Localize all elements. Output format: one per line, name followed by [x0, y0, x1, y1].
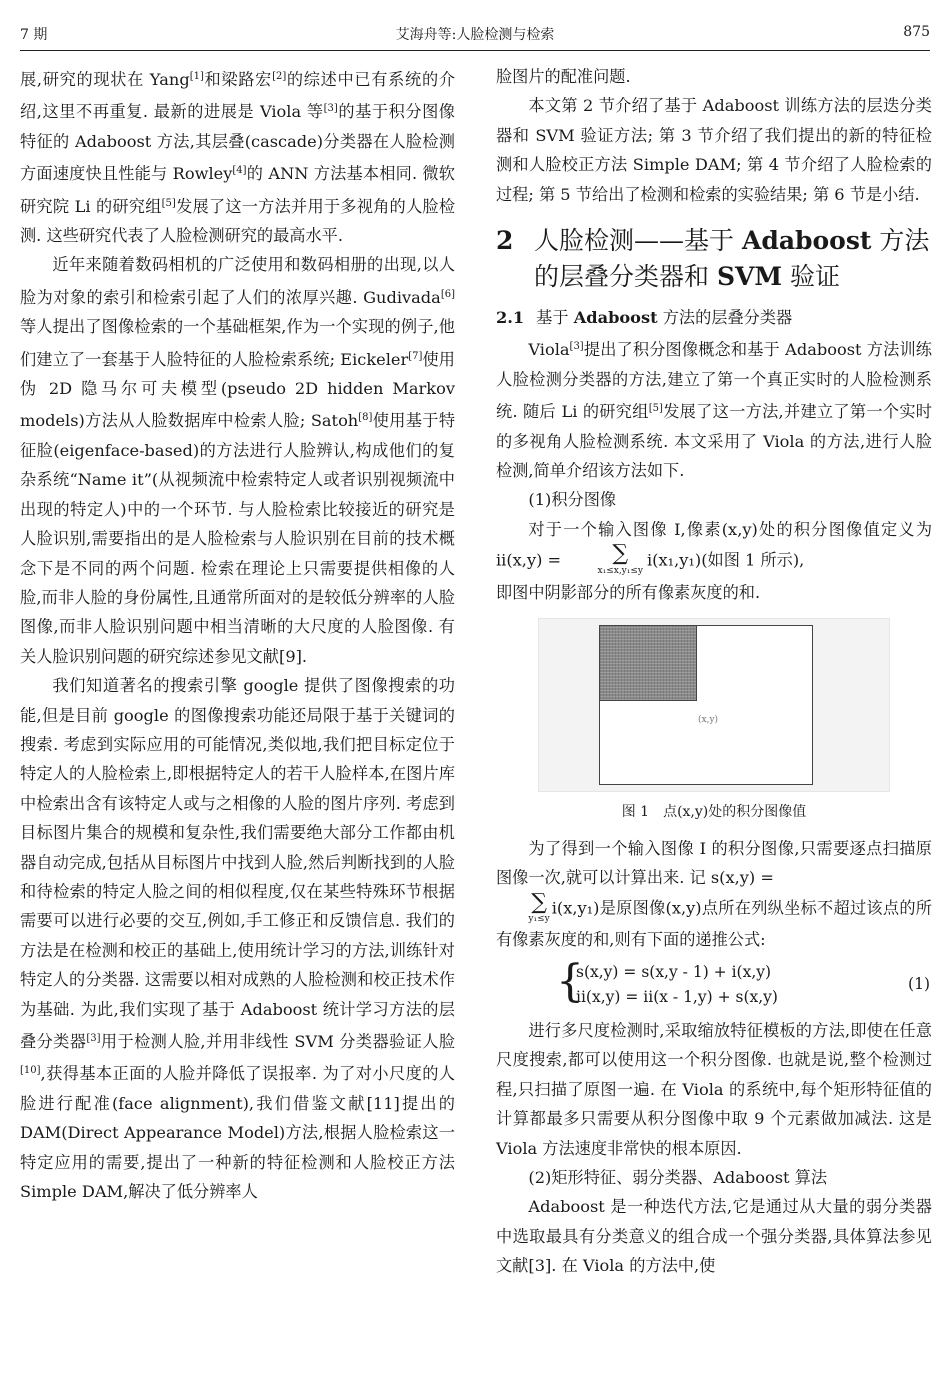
subsection-number: 2.1 — [496, 308, 525, 328]
citation: [7] — [408, 350, 423, 362]
shaded-region — [600, 626, 697, 701]
header-rule — [20, 50, 930, 51]
citation: [10] — [20, 1065, 41, 1077]
paragraph: 脸图片的配准问题. — [496, 67, 631, 86]
section-heading: 2 人脸检测——基于 Adaboost 方法的层叠分类器和 SVM 验证 — [496, 223, 932, 295]
equation-number: (1) — [908, 974, 930, 993]
list-item-heading: (1)积分图像 — [528, 490, 617, 510]
paragraph: 展,研究的现状在 Yang[1]和梁路宏[2]的综述中已有系统的介绍,这里不再重复. 最新的进展是 Viola 等[3]的基于积分图像特征的 Adaboost 方法,其层叠(cascade)分类器在人脸检测方面速度快且性能与 Rowley[4]的 ANN 方法基本相同. 微软研究院 Li 的研究组[5]发展了这一方法并用于多视角的人脸检测. 这些研究代表了人脸检测研究的最高水平. — [20, 70, 456, 246]
paragraph: 进行多尺度检测时,采取缩放特征模板的方法,即使在任意尺度搜索,都可以使用这一个积分图像. 也就是说,整个检测过程,只扫描了原图一遍. 在 Viola 的系统中,每个矩形特征值的计算都最多只需要从积分图像中取 9 个元素做加减法. 这是 Viola 方法速度非常快的根本原因. — [496, 1020, 932, 1158]
subsection-heading: 2.1 基于 Adaboost 方法的层叠分类器 — [496, 308, 793, 328]
paragraph: 为了得到一个输入图像 I 的积分图像,只需要逐点扫描原图像一次,就可以计算出来. 记 s(x,y) = ∑ y₁≤y i(x,y₁)是原图像(x,y)点所在列纵坐标不超过该点的所有像素灰度的和,则有下面的递推公式: — [496, 838, 932, 949]
citation: [3] — [86, 1033, 101, 1044]
integral-image-figure — [538, 618, 890, 792]
paragraph: Adaboost 是一种迭代方法,它是通过从大量的弱分类器中选取最具有分类意义的组合成一个强分类器,具体算法参见文献[3]. 在 Viola 的方法中,使 — [496, 1197, 932, 1276]
issue-number: 7 期 — [20, 27, 48, 43]
page-header — [20, 20, 930, 44]
equation-1 — [496, 955, 932, 1014]
left-column — [20, 62, 455, 1206]
citation: [2] — [272, 71, 287, 82]
citation: [3] — [323, 103, 338, 115]
citation: [5] — [161, 197, 176, 209]
list-item-heading: (2)矩形特征、弱分类器、Adaboost 算法 — [528, 1167, 828, 1187]
right-column — [496, 62, 932, 1281]
citation: [1] — [189, 71, 204, 82]
page-number: 875 — [903, 24, 930, 40]
summation-symbol: ∑ y₁≤y — [528, 889, 550, 924]
paragraph: 即图中阴影部分的所有像素灰度的和. — [496, 583, 761, 603]
equation-line: s(x,y) = s(x,y - 1) + i(x,y) — [576, 962, 772, 981]
paragraph: Viola[3]提出了积分图像概念和基于 Adaboost 方法训练人脸检测分类器的方法,建立了第一个真正实时的人脸检测系统. 随后 Li 的研究组[5]发展了这一方法,并建立了第一个实时的多视角人脸检测系统. 本文采用了 Viola 的方法,进行人脸检测,简单介绍该方法如下. — [496, 340, 932, 481]
equation-line: ii(x,y) = ii(x - 1,y) + s(x,y) — [576, 987, 778, 1006]
citation: [6] — [440, 288, 455, 300]
paragraph: 本文第 2 节介绍了基于 Adaboost 训练方法的层迭分类器和 SVM 验证方法; 第 3 节介绍了我们提出的新的特征检测和人脸校正方法 Simple DAM; 第 4 节介绍了人脸检索的过程; 第 5 节给出了检测和检索的实验结果; 第 6 节是小结. — [496, 96, 932, 204]
paragraph: 对于一个输入图像 I,像素(x,y)处的积分图像值定义为 ii(x,y) = ∑ x₁≤x,y₁≤y i(x₁,y₁)(如图 1 所示), — [496, 519, 932, 577]
figure-caption: 图 1 点(x,y)处的积分图像值 — [621, 803, 807, 820]
running-title: 艾海舟等:人脸检测与检索 — [395, 27, 555, 43]
citation: [4] — [232, 165, 247, 177]
citation: [5] — [648, 403, 663, 415]
paragraph: 我们知道著名的搜索引擎 google 提供了图像搜索的功能,但是目前 google 的图像搜索功能还局限于基于关键词的搜索. 考虑到实际应用的可能情况,类似地,我们把目标定位于特定人的人脸检索上,即根据特定人的若干人脸样本,在图片库中检索出含有该特定人或与之相像的人脸的图片序列. 考虑到目标图片集合的规模和复杂性,我们需要绝大部分工作都由机器自动完成,包括从目标图片中找到人脸,然后判断找到的人脸和待检索的特定人脸之间的相似程度,仅在某些特殊环节根据需要可以进行必要的交互,例如,手工修正和反馈信息. 我们的方法是在检测和校正的基础上,使用统计学习的方法,训练针对特定人的分类器. 这需要以相对成熟的人脸检测和校正技术作为基础. 为此,我们实现了基于 Adaboost 统计学习方法的层叠分类器[3]用于检测人脸,并用非线性 SVM 分类器验证人脸[10],获得基本正面的人脸并降低了误报率. 为了对小尺度的人脸进行配准(face alignment),我们借鉴文献[11]提出的 DAM(Direct Appearance Model)方法,根据人脸检索这一特定应用的需要,提出了一种新的特征检测和人脸校正方法 Simple DAM,解决了低分辨率人 — [20, 676, 456, 1202]
brace-symbol: { — [556, 955, 584, 1007]
citation: [3] — [569, 341, 584, 353]
summation-symbol: ∑ x₁≤x,y₁≤y — [597, 541, 643, 577]
paragraph: 近年来随着数码相机的广泛使用和数码相册的出现,以人脸为对象的索引和检索引起了人们的浓厚兴趣. Gudivada[6]等人提出了图像检索的一个基础框架,作为一个实现的例子,他们建立了一套基于人脸特征的人脸检索系统; Eickeler[7]使用伪 2D 隐马尔可夫模型(pseudo 2D hidden Markov models)方法从人脸数据库中检索人脸; Satoh[8]使用基于特征脸(eigenface-based)的方法进行人脸辨认,构成他们的复杂系统“Name it”(从视频流中检索特定人或者识别视频流中出现的特定人)中的一个环节. 与人脸检索比较接近的研究是人脸识别,需要指出的是人脸检索与人脸识别在目前的技术概念下是不同的两个问题. 检索在理论上只需要提供相像的人脸,而非人脸的身份属性,且通常所面对的是较低分辨率的人脸图像,而非人脸识别问题中相当清晰的大尺度的人脸图像. 有关人脸识别问题的研究综述参见文献[9]. — [20, 255, 456, 666]
section-number: 2 — [496, 226, 514, 256]
image-frame — [599, 625, 813, 785]
citation: [8] — [358, 412, 373, 424]
point-label: (x,y) — [698, 714, 719, 725]
